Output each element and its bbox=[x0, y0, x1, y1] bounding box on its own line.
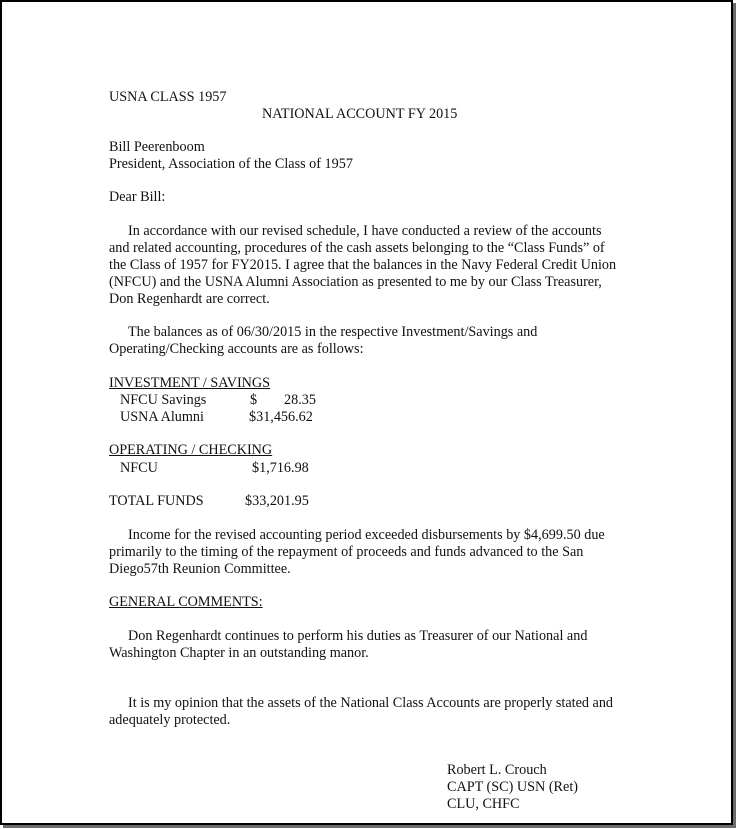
total-amount: $33,201.95 bbox=[245, 493, 309, 509]
signature-rank: CAPT (SC) USN (Ret) bbox=[447, 779, 578, 795]
account-amount: 28.35 bbox=[284, 392, 316, 408]
account-label: NFCU Savings bbox=[120, 392, 207, 408]
class-line: USNA CLASS 1957 bbox=[109, 89, 227, 105]
addressee-name: Bill Peerenboom bbox=[109, 139, 205, 155]
signature-name: Robert L. Crouch bbox=[447, 762, 547, 778]
balances-intro-line: The balances as of 06/30/2015 in the respective Investment/Savings and bbox=[128, 324, 538, 340]
general-comments-heading: GENERAL COMMENTS: bbox=[109, 594, 263, 610]
balances-intro-line: Operating/Checking accounts are as follows: bbox=[109, 341, 364, 357]
income-line: Diego57th Reunion Committee. bbox=[109, 561, 291, 577]
opinion-line: It is my opinion that the assets of the National Class Accounts are properly stated and bbox=[128, 695, 614, 711]
total-label: TOTAL FUNDS bbox=[109, 493, 204, 509]
addressee-position: President, Association of the Class of 1957 bbox=[109, 156, 353, 172]
operating-heading: OPERATING / CHECKING bbox=[109, 442, 273, 458]
treasurer-line: Washington Chapter in an outstanding manor. bbox=[109, 645, 369, 661]
review-line: (NFCU) and the USNA Alumni Association as presented to me by our Class Treasurer, bbox=[109, 274, 602, 290]
investment-row bbox=[120, 392, 206, 409]
account-amount: $31,456.62 bbox=[249, 409, 313, 425]
review-line: the Class of 1957 for FY2015. I agree that the balances in the Navy Federal Credit Union bbox=[109, 257, 617, 273]
currency-symbol: $ bbox=[250, 392, 258, 408]
review-line: and related accounting, procedures of the cash assets belonging to the “Class Funds” of bbox=[109, 240, 605, 256]
income-line: primarily to the timing of the repayment of proceeds and funds advanced to the San bbox=[109, 544, 584, 560]
review-line: In accordance with our revised schedule, I have conducted a review of the accounts bbox=[128, 223, 602, 239]
account-label: NFCU bbox=[120, 460, 158, 476]
document-title: NATIONAL ACCOUNT FY 2015 bbox=[262, 106, 458, 122]
review-line: Don Regenhardt are correct. bbox=[109, 291, 270, 307]
investment-row bbox=[120, 409, 204, 426]
treasurer-line: Don Regenhardt continues to perform his duties as Treasurer of our National and bbox=[128, 628, 588, 644]
investment-heading: INVESTMENT / SAVINGS bbox=[109, 375, 271, 391]
income-line: Income for the revised accounting period exceeded disbursements by $4,699.50 due bbox=[128, 527, 605, 543]
salutation: Dear Bill: bbox=[109, 189, 166, 205]
opinion-line: adequately protected. bbox=[109, 712, 231, 728]
signature-credentials: CLU, CHFC bbox=[447, 796, 520, 812]
account-amount: $1,716.98 bbox=[252, 460, 309, 476]
account-label: USNA Alumni bbox=[120, 409, 204, 425]
